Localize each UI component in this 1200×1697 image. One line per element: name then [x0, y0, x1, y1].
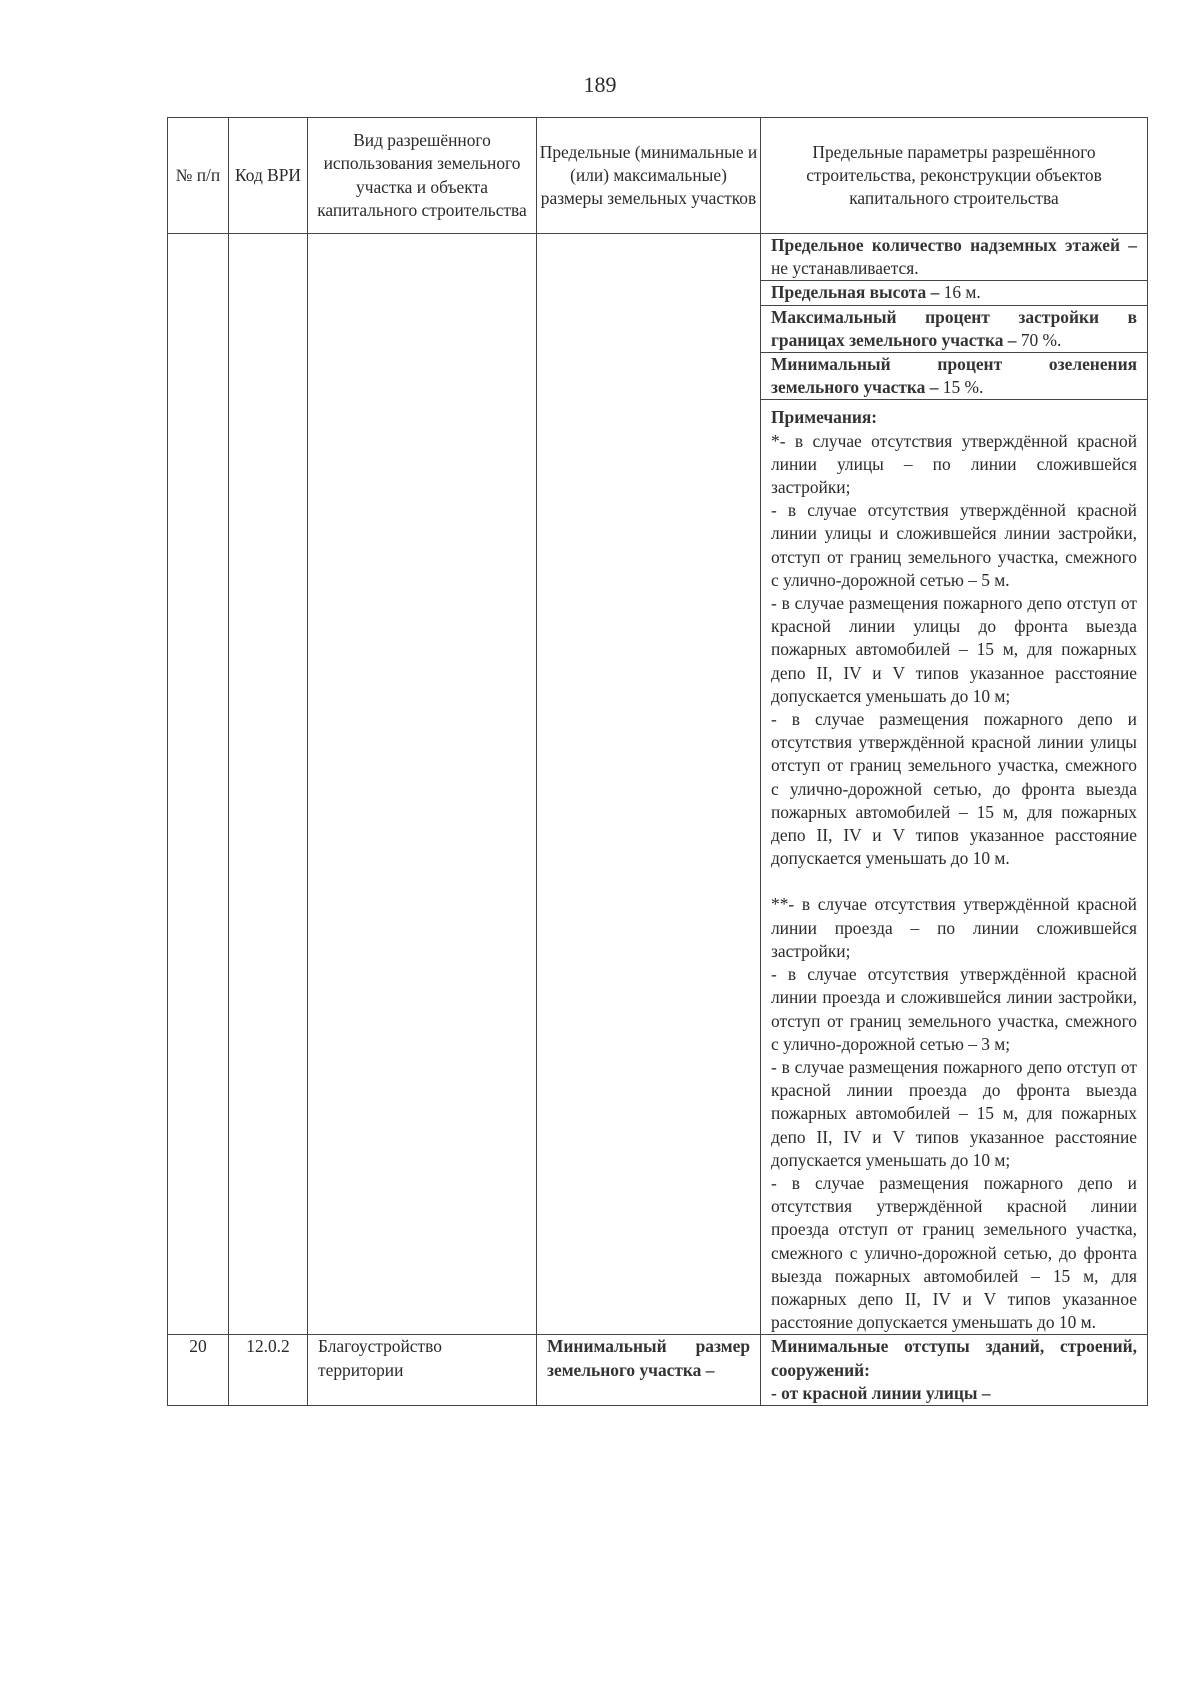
header-parameters: Предельные параметры разрешённого строительства, реконструкции объектов капитального строительства [761, 118, 1148, 234]
notes: Примечания: *- в случае отсутствия утверждённой красной линии улицы – по линии сложившейся застройки; - в случае отсутствия утверждённой красной линии улицы и сложившейся линии застройки, отступ от границ земельного участка, смежного с улично-дорожной сетью – 5 м. - в случае размещения пожарного депо отступ от красной линии улицы до фронта выезда пожарных автомобилей – 15 м, для пожарных депо II, IV и V типов указанное расстояние допускается уменьшать до 10 м; - в случае размещения пожарного депо и отсутствия утверждённой красной линии улицы отступ от границ земельного участка, смежного с улично-дорожной сетью, до фронта выезда пожарных автомобилей – 15 м, для пожарных депо II, IV и V типов указанное расстояние допускается уменьшать до 10 м. **- в случае отсутствия утверждённой красной линии проезда – по линии сложившейся застройки; - в случае отсутствия утверждённой красной линии проезда и сложившейся линии застройки, отступ от границ земельного участка, смежного с улично-дорожной сетью – 3 м; - в случае размещения пожарного депо отступ от красной линии проезда до фронта выезда пожарных автомобилей – 15 м, для пожарных депо II, IV и V типов указанное расстояние допускается уменьшать до 10 м; - в случае размещения пожарного депо и отсутствия утверждённой красной линии проезда отступ от границ земельного участка, смежного с улично-дорожной сетью, до фронта выезда пожарных автомобилей – 15 м, для пожарных депо II, IV и V типов указанное расстояние допускается уменьшать до 10 м. [771, 407, 1137, 1333]
header-number: № п/п [168, 118, 229, 234]
building-percent: Максимальный процент застройки в границах земельного участка – 70 %. [761, 306, 1147, 353]
table-header [168, 118, 1148, 234]
row-plot-size: Минимальный размер земельного участка – [537, 1335, 761, 1406]
table-row [168, 1335, 1148, 1406]
header-code: Код ВРИ [229, 118, 308, 234]
height-limit: Предельная высота – 16 м. [761, 281, 1147, 305]
floors-limit: Предельное количество надземных этажей – не устанавливается. [761, 234, 1147, 281]
row-parameters: Минимальные отступы зданий, строений, сооружений: - от красной линии улицы – [761, 1335, 1148, 1406]
header-use-type: Вид разрешённого использования земельного участка и объекта капитального строительства [308, 118, 537, 234]
row-use-type: Благоустройство территории [308, 1335, 537, 1406]
page-number: 189 [583, 72, 617, 97]
regulations-table [167, 117, 1148, 1406]
parameters-cell [761, 234, 1148, 1335]
row-code: 12.0.2 [229, 1335, 308, 1406]
header-plot-sizes: Предельные (минимальные и (или) максимальные) размеры земельных участков [537, 118, 761, 234]
row-number: 20 [168, 1335, 229, 1406]
greening-percent: Минимальный процент озеленения земельного участка – 15 %. [761, 353, 1147, 400]
table-row [168, 234, 1148, 1335]
